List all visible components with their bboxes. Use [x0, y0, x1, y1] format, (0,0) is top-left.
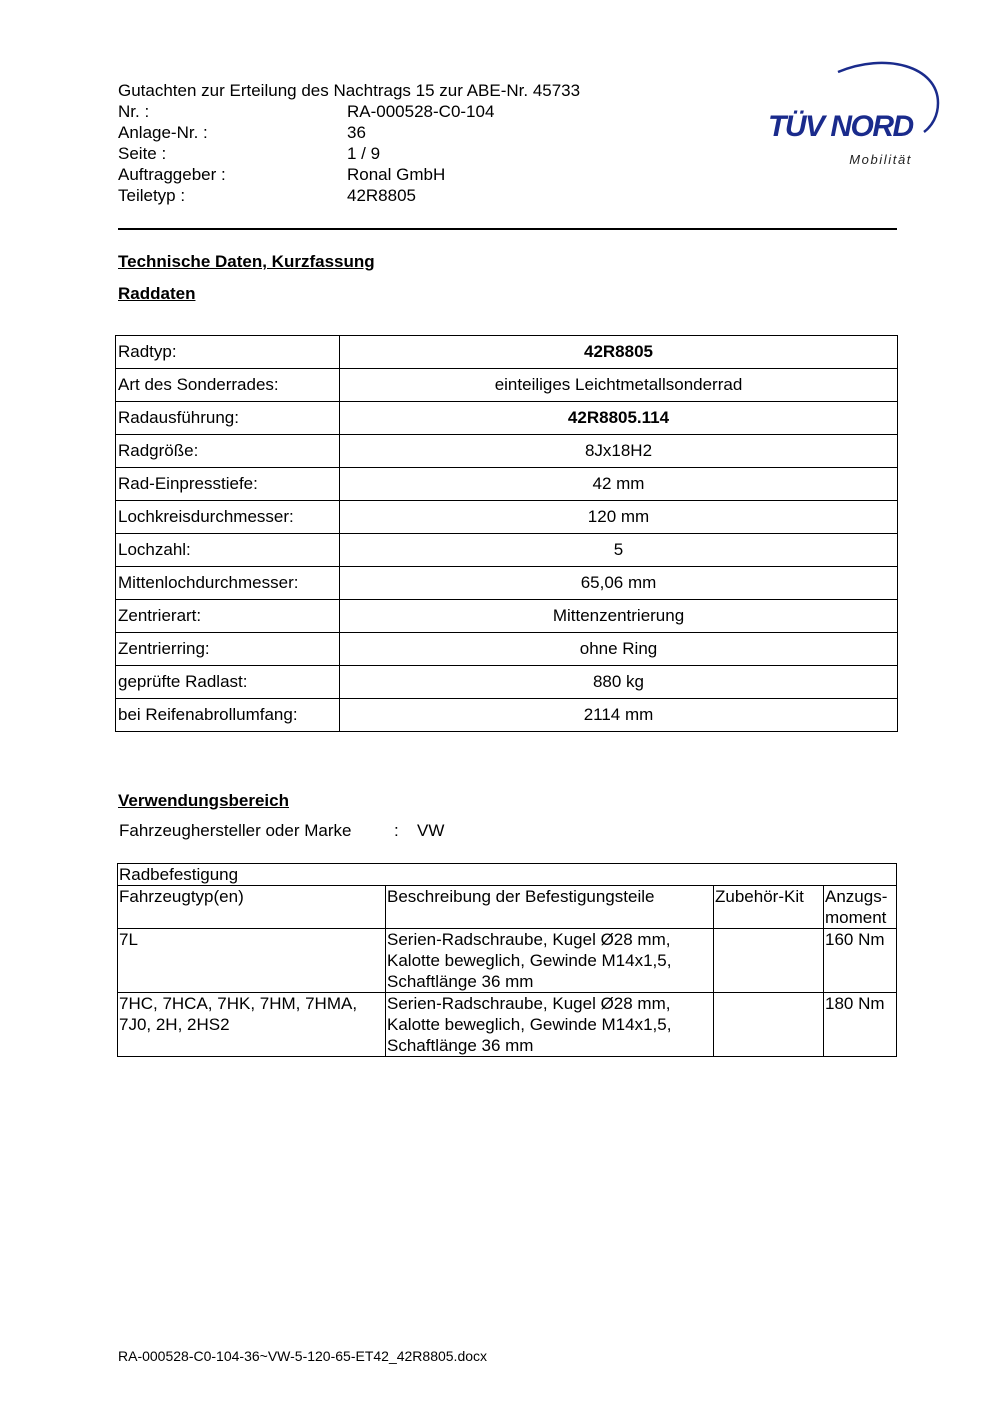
wheel-data-label: Mittenlochdurchmesser:: [116, 567, 340, 600]
meta-label: Auftraggeber :: [118, 165, 226, 184]
document-header: [118, 80, 580, 206]
meta-part-type: [118, 185, 580, 206]
wheel-data-label: Zentrierart:: [116, 600, 340, 633]
meta-client: [118, 164, 580, 185]
mounting-title: Radbefestigung: [118, 864, 897, 886]
wheel-data-table: [115, 335, 898, 732]
wheel-data-label: Radgröße:: [116, 435, 340, 468]
wheel-data-label: Zentrierring:: [116, 633, 340, 666]
wheel-data-row: [116, 369, 898, 402]
section-title-tech: Technische Daten, Kurzfassung: [118, 252, 375, 271]
wheel-data-row: [116, 534, 898, 567]
wheel-data-value: 42 mm: [340, 468, 898, 501]
wheel-data-row: [116, 336, 898, 369]
wheel-data-label: Lochzahl:: [116, 534, 340, 567]
torque-cell: 160 Nm: [824, 929, 897, 993]
header-vehicle-types: Fahrzeugtyp(en): [118, 886, 386, 929]
wheel-data-row: [116, 567, 898, 600]
mounting-header-row: [118, 886, 897, 929]
meta-label: Teiletyp :: [118, 186, 186, 205]
wheel-data-row: [116, 435, 898, 468]
logo-sub-text: Mobilität: [849, 152, 912, 167]
meta-attachment: [118, 122, 580, 143]
wheel-data-value: 65,06 mm: [340, 567, 898, 600]
vehicle-types-cell: 7HC, 7HCA, 7HK, 7HM, 7HMA, 7J0, 2H, 2HS2: [118, 993, 386, 1057]
wheel-data-value: 120 mm: [340, 501, 898, 534]
wheel-data-label: Lochkreisdurchmesser:: [116, 501, 340, 534]
header-torque: Anzugs- moment: [824, 886, 897, 929]
accessory-kit-cell: [714, 993, 824, 1057]
meta-value: 42R8805: [347, 186, 417, 205]
wheel-data-row: [116, 402, 898, 435]
wheel-data-label: Radausführung:: [116, 402, 340, 435]
wheel-data-value: 42R8805.114: [340, 402, 898, 435]
mounting-row: [118, 929, 897, 993]
meta-label: Seite :: [118, 144, 167, 163]
maker-value: VW: [417, 821, 445, 840]
wheel-data-label: Rad-Einpresstiefe:: [116, 468, 340, 501]
wheel-data-row: [116, 468, 898, 501]
meta-label: Nr. :: [118, 102, 150, 121]
header-accessory-kit: Zubehör-Kit: [714, 886, 824, 929]
wheel-data-value: 42R8805: [340, 336, 898, 369]
vehicle-maker-line: [119, 820, 444, 841]
footer-filename: RA-000528-C0-104-36~VW-5-120-65-ET42_42R8805.docx: [118, 1348, 488, 1364]
vehicle-types-cell: 7L: [118, 929, 386, 993]
section-title-raddaten: Raddaten: [118, 284, 196, 303]
header-fastening-description: Beschreibung der Befestigungsteile: [386, 886, 714, 929]
wheel-data-value: Mittenzentrierung: [340, 600, 898, 633]
wheel-data-value: 2114 mm: [340, 699, 898, 732]
wheel-data-row: [116, 600, 898, 633]
header-divider: [118, 228, 897, 230]
report-title: Gutachten zur Erteilung des Nachtrags 15 zur ABE-Nr. 45733: [118, 81, 581, 100]
fastening-description-cell: Serien-Radschraube, Kugel Ø28 mm, Kalotte beweglich, Gewinde M14x1,5, Schaftlänge 36 mm: [386, 929, 714, 993]
wheel-data-row: [116, 666, 898, 699]
meta-page: [118, 143, 580, 164]
wheel-data-label: Radtyp:: [116, 336, 340, 369]
meta-value: 36: [347, 123, 366, 142]
wheel-data-value: 5: [340, 534, 898, 567]
wheel-data-row: [116, 699, 898, 732]
wheel-data-row: [116, 633, 898, 666]
section-title-verwendung: Verwendungsbereich: [118, 791, 289, 810]
wheel-data-label: Art des Sonderrades:: [116, 369, 340, 402]
meta-value: RA-000528-C0-104: [347, 102, 495, 121]
wheel-data-label: geprüfte Radlast:: [116, 666, 340, 699]
wheel-data-value: 8Jx18H2: [340, 435, 898, 468]
tuv-nord-logo: [760, 58, 940, 170]
maker-label: Fahrzeughersteller oder Marke: [119, 821, 352, 840]
fastening-description-cell: Serien-Radschraube, Kugel Ø28 mm, Kalotte beweglich, Gewinde M14x1,5, Schaftlänge 36 mm: [386, 993, 714, 1057]
wheel-data-value: einteiliges Leichtmetallsonderrad: [340, 369, 898, 402]
wheel-data-label: bei Reifenabrollumfang:: [116, 699, 340, 732]
mounting-table: [117, 863, 897, 1057]
wheel-data-row: [116, 501, 898, 534]
meta-value: Ronal GmbH: [347, 165, 446, 184]
wheel-data-value: ohne Ring: [340, 633, 898, 666]
torque-cell: 180 Nm: [824, 993, 897, 1057]
logo-brand-text: TÜV NORD: [768, 110, 913, 143]
meta-value: 1 / 9: [347, 144, 381, 163]
accessory-kit-cell: [714, 929, 824, 993]
mounting-title-row: [118, 864, 897, 886]
wheel-data-value: 880 kg: [340, 666, 898, 699]
meta-label: Anlage-Nr. :: [118, 123, 208, 142]
meta-number: [118, 101, 580, 122]
maker-separator: :: [394, 821, 399, 840]
mounting-row: [118, 993, 897, 1057]
